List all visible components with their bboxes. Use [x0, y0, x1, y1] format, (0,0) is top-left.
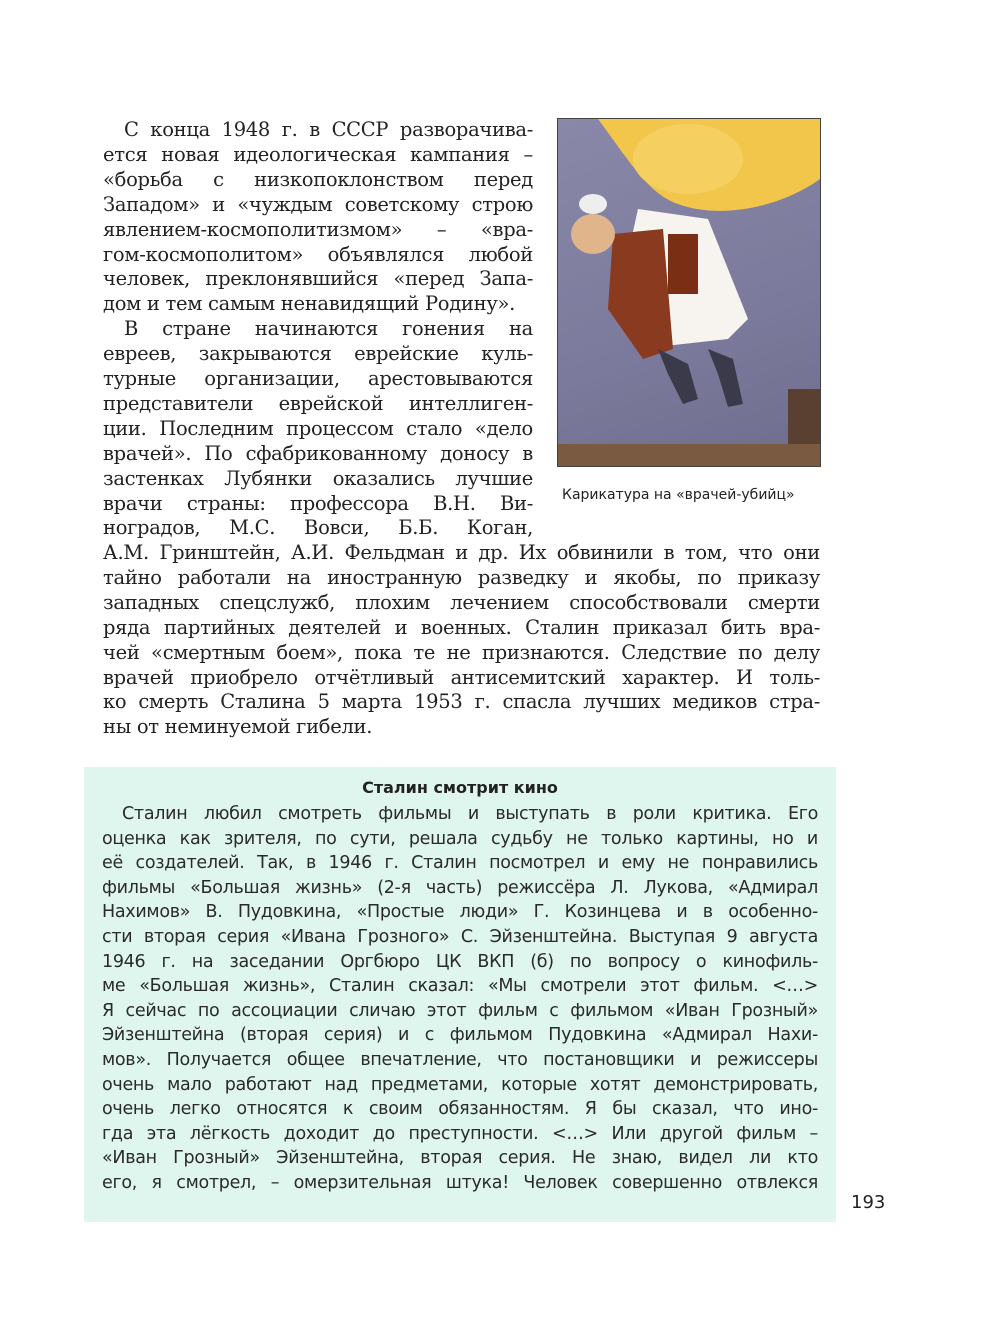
sidebar-text-line: его, я смотрел, – омерзительная штука! Человек совершенно отвлекся [102, 1173, 818, 1193]
text-line: дом и тем самым ненавидящий Родину». [103, 292, 516, 316]
sidebar-text-line: Нахимов» В. Пудовкина, «Простые люди» Г. Козинцева и в особенно- [102, 902, 818, 923]
text-line: врачей». По сфабрикованному доносу в [103, 441, 533, 465]
text-line: человек, преклонявшийся «перед Запа- [103, 267, 533, 291]
text-line: ко смерть Сталина 5 марта 1953 г. спасла лучших медиков стра- [103, 690, 820, 714]
text-line: западных спецслужб, плохим лечением способствовали смерти [103, 590, 820, 614]
text-line: А.М. Гринштейн, А.И. Фельдман и др. Их обвинили в том, что они [103, 541, 820, 564]
text-line: «борьба с низкопоклонством перед [103, 167, 533, 191]
text-line: Западом» и «чуждым советскому строю [103, 192, 533, 216]
text-line: В стране начинаются гонения на [124, 317, 533, 341]
text-line: тайно работали на иностранную разведку и якобы, по приказу [103, 565, 820, 589]
text-line: ции. Последним процессом стало «дело [103, 416, 533, 440]
text-line: евреев, закрываются еврейские куль- [103, 342, 533, 366]
sidebar-text-line: фильмы «Большая жизнь» (2-я часть) режиссёра Л. Лукова, «Адмирал [102, 877, 818, 898]
sidebar-text-line: очень мало работают над предметами, которые хотят демонстрировать, [102, 1074, 818, 1095]
sidebar-text-line: Я сейчас по ассоциации сличаю этот фильм с фильмом «Иван Грозный» [102, 1000, 818, 1021]
text-line: С конца 1948 г. в СССР разворачива- [124, 118, 533, 141]
sidebar-text-line: её создателей. Так, в 1946 г. Сталин посмотрел и ему не понравились [102, 853, 818, 874]
sidebar-text-line: «Иван Грозный» Эйзенштейна, вторая серия. Не знаю, видел ли кто [102, 1148, 818, 1169]
text-line: гом-космополитом» объявлялся любой [103, 242, 533, 266]
text-line: представители еврейской интеллиген- [103, 391, 533, 415]
text-line: ны от неминуемой гибели. [103, 715, 373, 739]
sidebar-text-line: очень легко относятся к своим обязанностям. Я бы сказал, что ино- [102, 1099, 818, 1120]
sidebar-box-title: Сталин смотрит кино [362, 778, 558, 797]
sidebar-text-line: гда эта лёгкость доходит до преступности. <…> Или другой фильм – [102, 1123, 818, 1144]
sidebar-text-line: мов». Получается общее впечатление, что постановщики и режиссеры [102, 1050, 818, 1070]
sidebar-text-line: Сталин любил смотреть фильмы и выступать в роли критика. Его [122, 804, 818, 824]
page-number: 193 [851, 1192, 886, 1213]
caricature-image [557, 118, 821, 467]
text-line: явлением-космополитизмом» – «вра- [103, 217, 533, 241]
sidebar-text-line: Эйзенштейна (вторая серия) и с фильмом Пудовкина «Адмирал Нахи- [102, 1025, 818, 1046]
text-line: турные организации, арестовываются [103, 367, 533, 390]
text-line: ноградов, М.С. Вовси, Б.Б. Коган, [103, 516, 533, 540]
text-line: ется новая идеологическая кампания – [103, 142, 533, 166]
text-line: застенках Лубянки оказались лучшие [103, 466, 533, 490]
caricature-illustration [558, 119, 820, 466]
text-line: чей «смертным боем», пока те не признаются. Следствие по делу [103, 640, 820, 664]
text-line: врачи страны: профессора В.Н. Ви- [103, 491, 533, 515]
sidebar-text-line: сти вторая серия «Ивана Грозного» С. Эйзенштейна. Выступая 9 августа [102, 927, 818, 947]
sidebar-box [84, 767, 836, 1222]
sidebar-text-line: 1946 г. на заседании Оргбюро ЦК ВКП (б) по вопросу о кинофиль- [102, 951, 818, 972]
text-line: ряда партийных деятелей и военных. Сталин приказал бить вра- [103, 615, 820, 639]
text-line: врачей приобрело отчётливый антисемитский характер. И толь- [103, 665, 820, 689]
figure-caption: Карикатура на «врачей-убийц» [562, 487, 795, 503]
sidebar-text-line: оценка как зрителя, по сути, решала судьбу не только картины, но и [102, 828, 818, 849]
sidebar-text-line: ме «Большая жизнь», Сталин сказал: «Мы смотрели этот фильм. <…> [102, 976, 818, 997]
